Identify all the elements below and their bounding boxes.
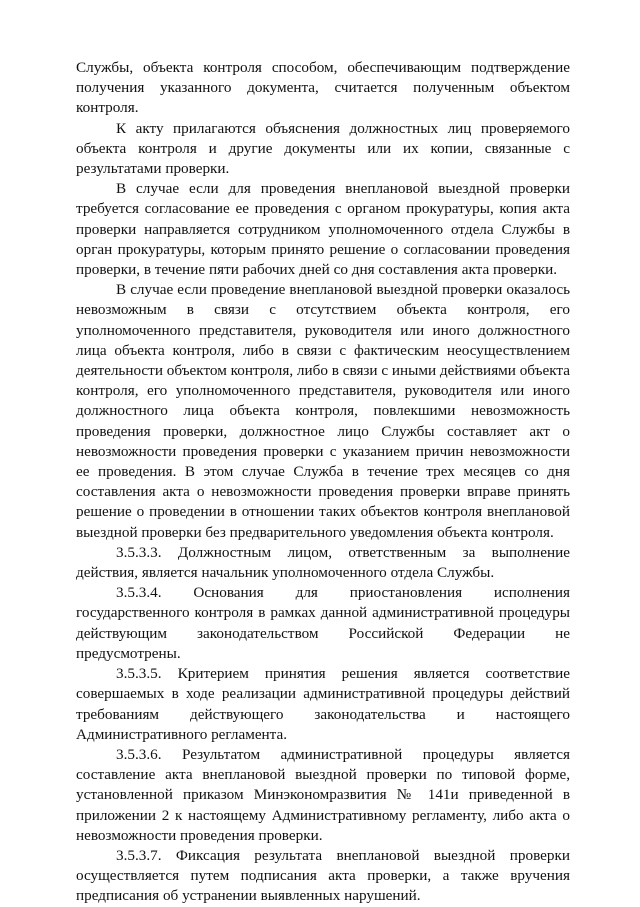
document-page <box>76 58 570 907</box>
paragraph-attachments: К акту прилагаются объяснения должностных лиц проверяемого объекта контроля и другие документы или их копии, связанные с результатами проверки. <box>76 119 570 178</box>
paragraph-3-5-3-4: 3.5.3.4. Основания для приостановления исполнения государственного контроля в рамках данной административной процедуры действующим законодательством Российской Федерации не предусмотрены. <box>76 584 570 662</box>
paragraph-3-5-3-7: 3.5.3.7. Фиксация результата внеплановой выездной проверки осуществляется путем подписания акта проверки, а также вручения предписания об устранении выявленных нарушений. <box>76 846 570 905</box>
paragraph-3-5-3-6: 3.5.3.6. Результатом административной процедуры является составление акта внеплановой выездной проверки по типовой форме, установленной приказом Минэкономразвития № 141и приведенной в приложении 2 к настоящему Административному регламенту, либо акта о невозможности проведения проверки. <box>76 745 570 844</box>
paragraph-prosecutor-copy: В случае если для проведения внеплановой выездной проверки требуется согласование ее проведения с органом прокуратуры, копия акта проверки направляется сотрудником уполномоченного отдела Службы в орган прокуратуры, которым принято решение о согласовании проведения проверки, в течение пяти рабочих дней со дня составления акта проверки. <box>76 180 570 279</box>
paragraph-continuation: Службы, объекта контроля способом, обеспечивающим подтверждение получения указанного документа, считается полученным объектом контроля. <box>76 59 570 117</box>
paragraph-impossibility-act: В случае если проведение внеплановой выездной проверки оказалось невозможным в связи с отсутствием объекта контроля, его уполномоченного представителя, руководителя или иного должностного лица объекта контроля, либо в связи с фактическим неосуществлением деятельности объектом контроля, либо в связи с иными действиями объекта контроля, его уполномоченного представителя, руководителя или иного должностного лица объекта контроля, повлекшими невозможность проведения проверки, должностное лицо Службы составляет акт о невозможности проведения проверки с указанием причин невозможности ее проведения. В этом случае Служба в течение трех месяцев со дня составления акта о невозможности проведения проверки вправе принять решение о проведении в отношении таких объектов контроля внеплановой выездной проверки без предварительного уведомления объекта контроля. <box>76 281 570 541</box>
paragraph-3-5-3-3: 3.5.3.3. Должностным лицом, ответственным за выполнение действия, является начальник уполномоченного отдела Службы. <box>76 543 570 582</box>
paragraph-3-5-3-5: 3.5.3.5. Критерием принятия решения является соответствие совершаемых в ходе реализации административной процедуры действий требованиям действующего законодательства и настоящего Административного регламента. <box>76 665 570 743</box>
